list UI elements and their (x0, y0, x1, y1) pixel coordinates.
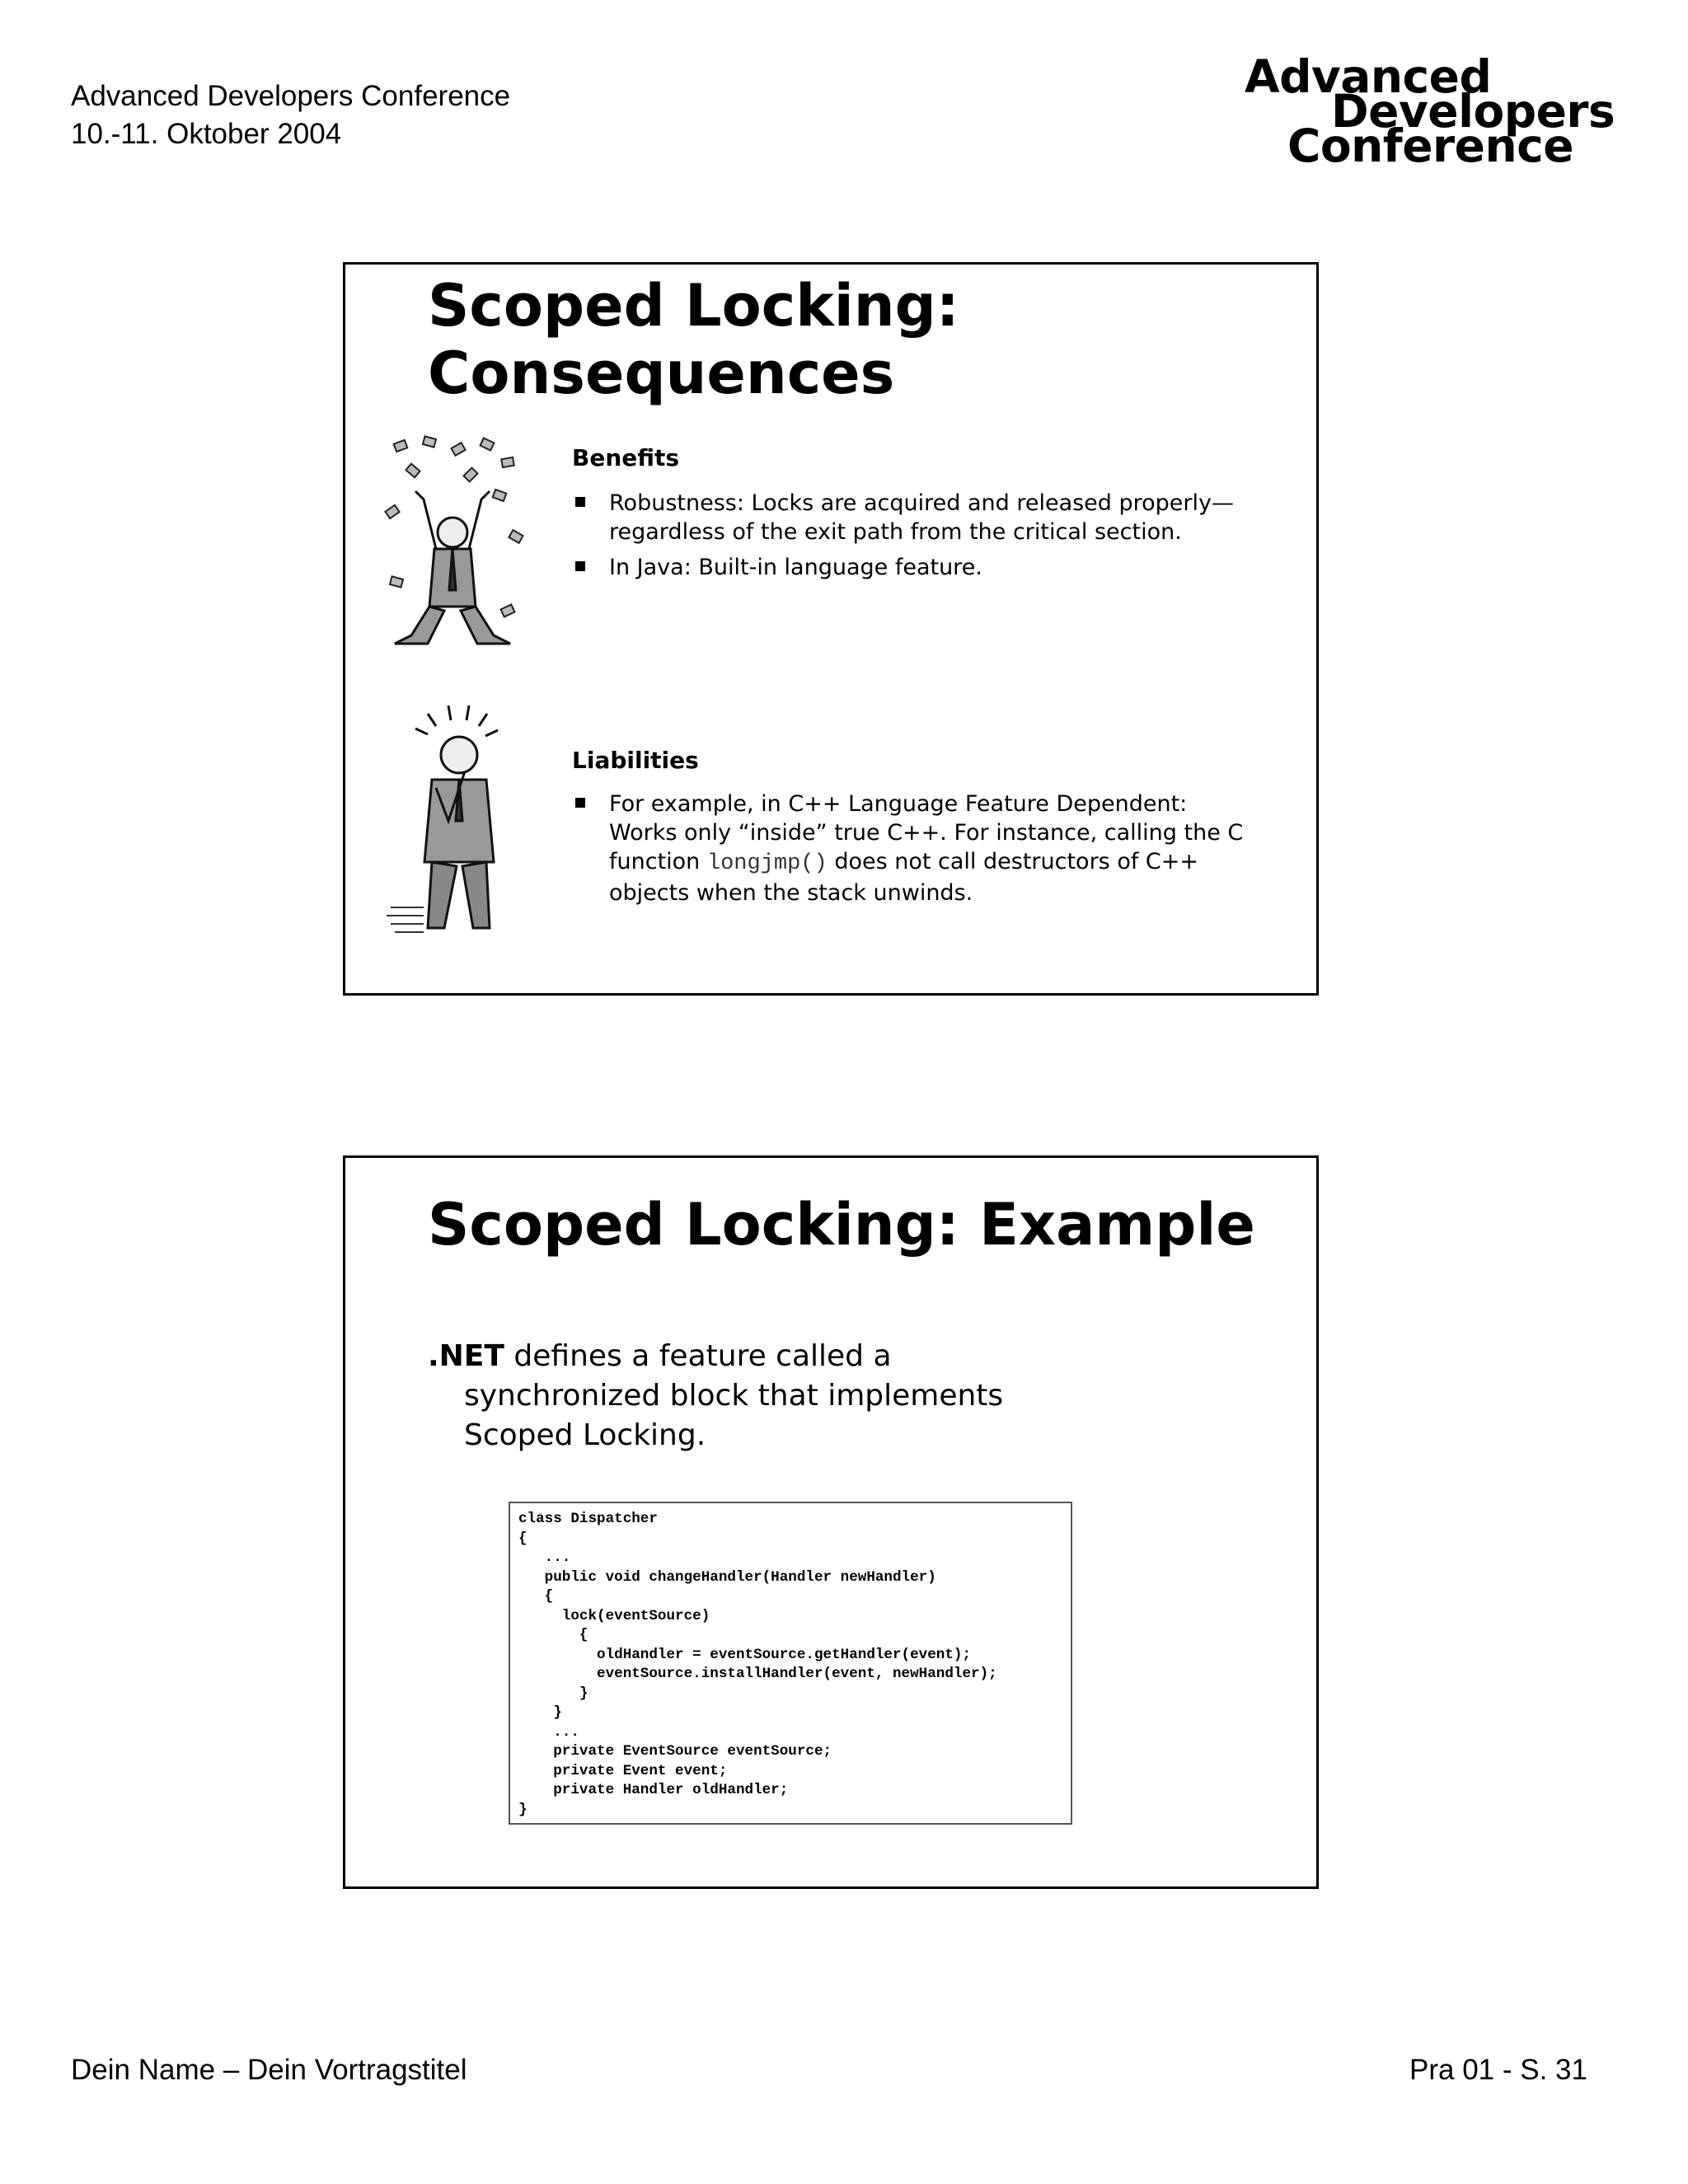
logo-line-3: Conference (1287, 120, 1574, 172)
conference-name: Advanced Developers Conference (71, 80, 511, 112)
logo-line-2: Developers (1331, 85, 1615, 138)
slide-title: Scoped Locking: Example (428, 1191, 1255, 1258)
slide-title-line-1: Scoped Locking: (428, 272, 959, 340)
slide-example (343, 1155, 1319, 1889)
slide-title-line-2: Consequences (428, 340, 895, 407)
slide-title (428, 272, 959, 407)
thinking-man-icon (387, 697, 527, 944)
benefits-list (572, 489, 1248, 588)
intro-bold: .NET (428, 1339, 504, 1373)
list-item (572, 790, 1248, 907)
footer-page-number: Pra 01 - S. 31 (1409, 2054, 1587, 2086)
liabilities-heading: Liabilities (572, 747, 699, 774)
liabilities-list (572, 790, 1248, 914)
intro-line-3: Scoped Locking. (464, 1418, 706, 1452)
conference-dates: 10.-11. Oktober 2004 (71, 118, 342, 150)
intro-line-1: defines a feature called a (513, 1339, 892, 1373)
code-block (509, 1502, 1072, 1825)
celebrating-man-icon (378, 434, 527, 664)
footer-speaker-title: Dein Name – Dein Vortragstitel (71, 2054, 467, 2086)
liability-code: longjmp() (706, 851, 828, 876)
liability-text-after: does not call destructors of C++ objects when the stack unwinds. (609, 849, 1199, 906)
intro-paragraph (428, 1337, 1054, 1455)
liability-text-before: For example, in C++ Language Feature Dependent: Works only “inside” true C++. For instance, calling the C function (609, 791, 1244, 874)
code-listing: class Dispatcher { ... public void changeHandler(Handler newHandler) { lock(eventSource) { oldHandler = eventSource.getHandler(event); eventSource.installHandler(event, newHandler); } } ... private EventSource eventSource; private Event event; private Handler oldHandler; } (518, 1511, 997, 1818)
conference-logo (1245, 50, 1640, 172)
list-item: Robustness: Locks are acquired and released properly—regardless of the exit path from the critical section. (572, 489, 1248, 546)
logo-line-1: Advanced (1245, 50, 1492, 103)
header-text (71, 77, 510, 153)
benefits-heading: Benefits (572, 444, 680, 471)
slide-consequences (343, 262, 1319, 996)
list-item: In Java: Built-in language feature. (572, 553, 1248, 582)
intro-line-2: synchronized block that implements (464, 1379, 1004, 1413)
